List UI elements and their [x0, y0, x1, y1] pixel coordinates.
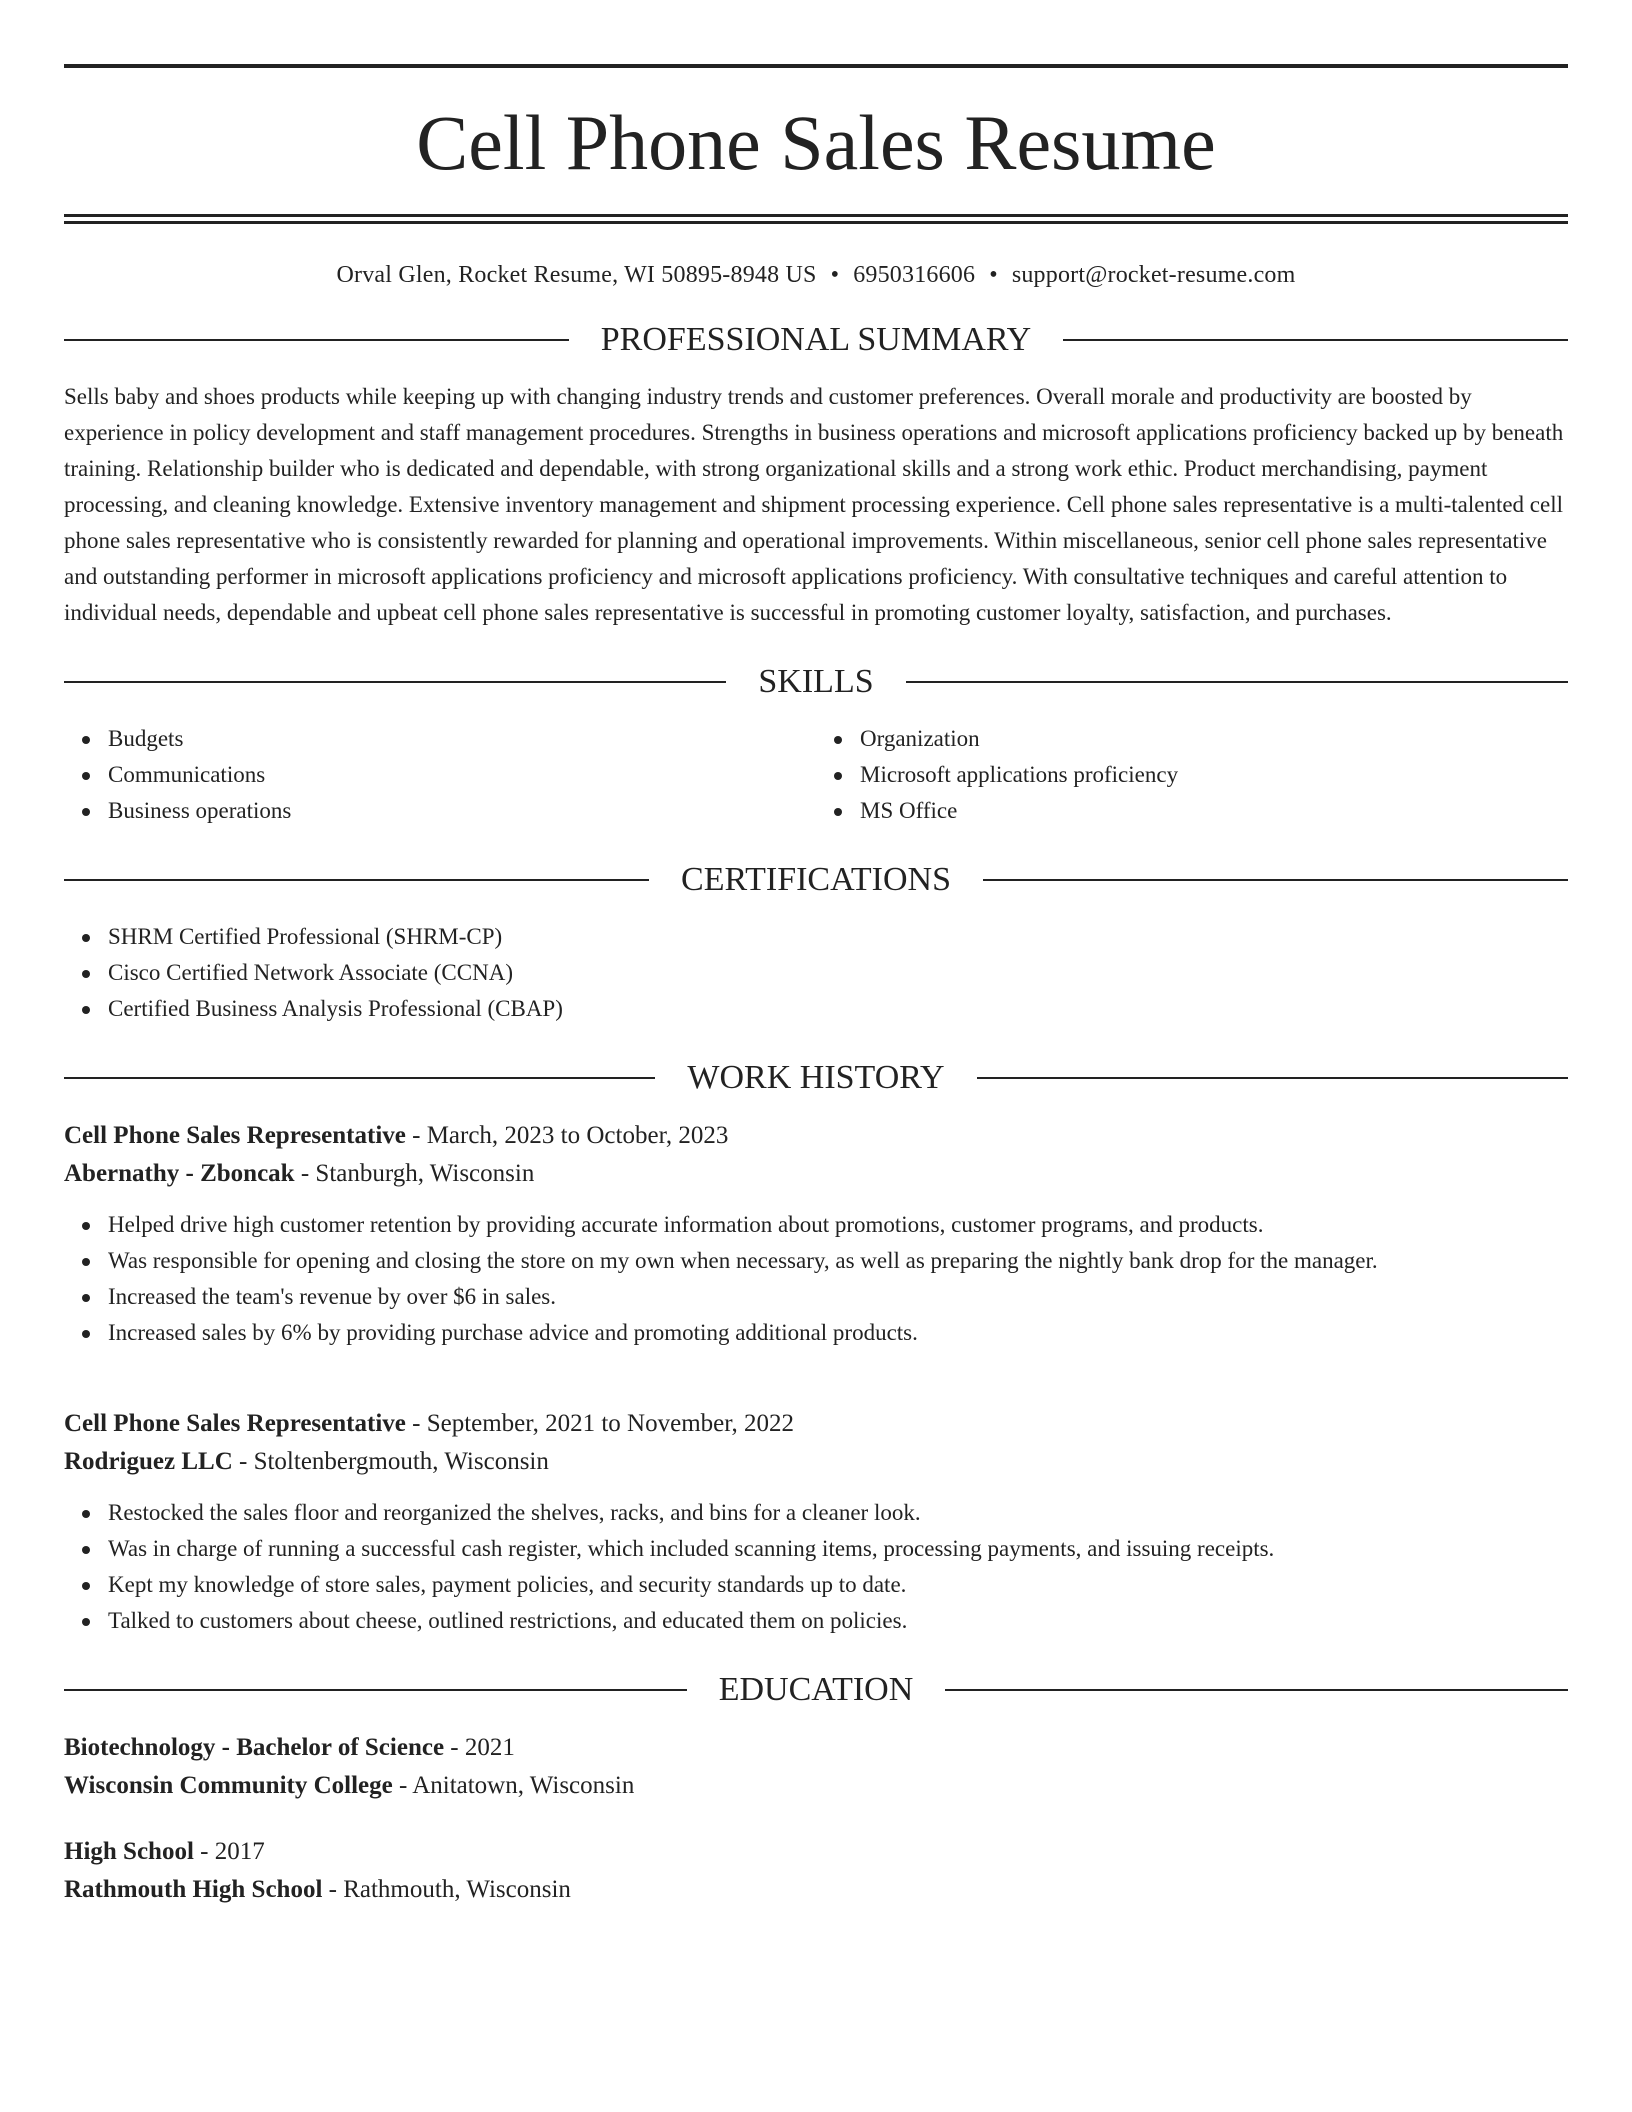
section-header-work [64, 1061, 1568, 1095]
company-line [64, 1443, 1568, 1481]
graduation-year: 2017 [214, 1838, 265, 1865]
degree-name: Biotechnology - Bachelor of Science [64, 1734, 445, 1761]
section-header-certifications [64, 863, 1568, 897]
school-line [64, 1871, 1568, 1909]
certification-item: SHRM Certified Professional (SHRM-CP) [108, 919, 1568, 955]
skills-right-list [816, 721, 1568, 829]
job-duty: Increased the team's revenue by over $6 in sales. [108, 1279, 1568, 1315]
company-line [64, 1155, 1568, 1193]
resume-title: Cell Phone Sales Resume [416, 99, 1216, 186]
divider-line [64, 1077, 655, 1079]
degree-name: High School [64, 1838, 194, 1865]
dash: - [322, 1876, 344, 1903]
job-title-line [64, 1117, 1568, 1155]
divider-line [1063, 339, 1568, 341]
section-title: CERTIFICATIONS [681, 861, 951, 898]
job-title: Cell Phone Sales Representative [64, 1122, 406, 1149]
job-duty: Kept my knowledge of store sales, payment policies, and security standards up to date. [108, 1567, 1568, 1603]
school-location: Rathmouth, Wisconsin [343, 1876, 571, 1903]
divider-line [945, 1689, 1568, 1691]
certification-item: Certified Business Analysis Professional (CBAP) [108, 991, 1568, 1027]
job-dates: September, 2021 to November, 2022 [426, 1410, 795, 1437]
contact-email: support@rocket-resume.com [1011, 262, 1296, 288]
section-title: SKILLS [758, 663, 874, 700]
company-location: Stanburgh, Wisconsin [315, 1160, 535, 1187]
skill-item: Budgets [108, 721, 816, 757]
contact-separator: • [989, 262, 998, 288]
school-name: Rathmouth High School [64, 1876, 323, 1903]
skills-left-list [64, 721, 816, 829]
degree-line [64, 1833, 1568, 1871]
contact-phone: 6950316606 [853, 262, 976, 288]
job-duty: Restocked the sales floor and reorganized the shelves, racks, and bins for a cleaner look. [108, 1495, 1568, 1531]
certifications-list [64, 919, 1568, 1027]
divider-line [977, 1077, 1568, 1079]
top-rule [64, 64, 1568, 68]
skills-columns [64, 721, 1568, 829]
dash: - [193, 1838, 215, 1865]
job-duties-list [64, 1495, 1568, 1639]
job-title-line [64, 1405, 1568, 1443]
school-location: Anitatown, Wisconsin [412, 1772, 635, 1799]
skill-item: MS Office [860, 793, 1568, 829]
dash: - [392, 1772, 413, 1799]
dash: - [232, 1448, 254, 1475]
job-duty: Increased sales by 6% by providing purchase advice and promoting additional products. [108, 1315, 1568, 1351]
section-title: PROFESSIONAL SUMMARY [600, 321, 1032, 358]
contact-separator: • [830, 262, 840, 288]
skill-item: Business operations [108, 793, 816, 829]
divider-line [64, 879, 649, 881]
work-entry [64, 1405, 1568, 1639]
school-name: Wisconsin Community College [64, 1772, 393, 1799]
summary-text: Sells baby and shoes products while keeping up with changing industry trends and customer preferences. Overall morale and productivity are boosted by experience in policy development and staff management procedures. Strengths in business operations and microsoft applications proficiency backed up by beneath training. Relationship builder who is dedicated and dependable, with strong organizational skills and a strong work ethic. Product merchandising, payment processing, and cleaning knowledge. Extensive inventory management and shipment processing experience. Cell phone sales representative is a multi-talented cell phone sales representative who is consistently rewarded for planning and operational improvements. Within miscellaneous, senior cell phone sales representative and outstanding performer in microsoft applications proficiency and microsoft applications proficiency. With consultative techniques and careful attention to individual needs, dependable and upbeat cell phone sales representative is successful in promoting customer loyalty, satisfaction, and purchases. [64, 384, 1564, 625]
skill-item: Communications [108, 757, 816, 793]
dash: - [444, 1734, 465, 1761]
job-title: Cell Phone Sales Representative [64, 1410, 406, 1437]
section-header-summary [64, 323, 1568, 357]
company-location: Stoltenbergmouth, Wisconsin [253, 1448, 549, 1475]
dash: - [405, 1122, 427, 1149]
section-header-education [64, 1673, 1568, 1707]
divider-line [906, 681, 1568, 683]
section-header-skills [64, 665, 1568, 699]
divider-line [983, 879, 1568, 881]
section-title: WORK HISTORY [687, 1059, 945, 1096]
title-double-rule [64, 214, 1568, 224]
dash: - [294, 1160, 316, 1187]
company-name: Abernathy - Zboncak [64, 1160, 295, 1187]
job-duty: Was responsible for opening and closing the store on my own when necessary, as well as preparing the nightly bank drop for the manager. [108, 1243, 1568, 1279]
graduation-year: 2021 [464, 1734, 515, 1761]
job-duty: Talked to customers about cheese, outlined restrictions, and educated them on policies. [108, 1603, 1568, 1639]
contact-line [64, 262, 1568, 289]
company-name: Rodriguez LLC [64, 1448, 233, 1475]
degree-line [64, 1729, 1568, 1767]
job-duty: Helped drive high customer retention by providing accurate information about promotions, customer programs, and products. [108, 1207, 1568, 1243]
education-entry [64, 1729, 1568, 1805]
divider-line [64, 339, 569, 341]
skill-item: Microsoft applications proficiency [860, 757, 1568, 793]
school-line [64, 1767, 1568, 1805]
resume-page [64, 64, 1568, 1909]
job-duties-list [64, 1207, 1568, 1351]
skill-item: Organization [860, 721, 1568, 757]
education-entry [64, 1833, 1568, 1909]
divider-line [64, 1689, 687, 1691]
section-title: EDUCATION [718, 1671, 914, 1708]
work-entry [64, 1117, 1568, 1351]
certification-item: Cisco Certified Network Associate (CCNA) [108, 955, 1568, 991]
dash: - [405, 1410, 427, 1437]
job-dates: March, 2023 to October, 2023 [426, 1122, 729, 1149]
divider-line [64, 681, 726, 683]
contact-address: Orval Glen, Rocket Resume, WI 50895-8948 US [336, 262, 817, 288]
job-duty: Was in charge of running a successful cash register, which included scanning items, processing payments, and issuing receipts. [108, 1531, 1568, 1567]
